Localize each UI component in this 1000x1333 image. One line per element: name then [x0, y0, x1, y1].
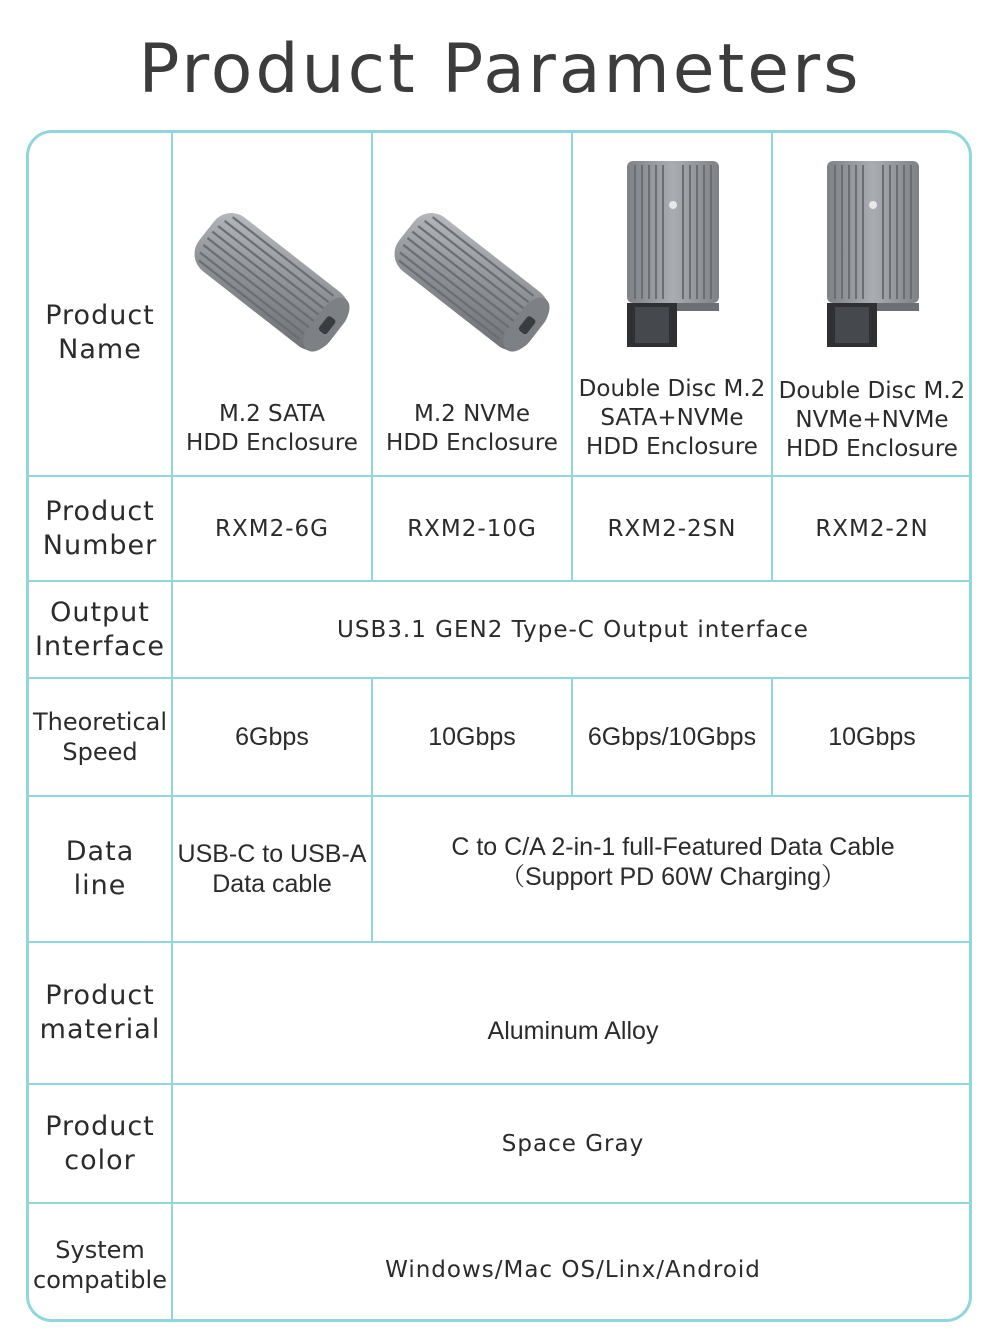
product-name-cell	[373, 393, 571, 465]
speed-value: 6Gbps	[235, 723, 309, 751]
product-name-line: HDD Enclosure	[786, 435, 958, 462]
product-name-line: M.2 NVMe	[413, 401, 531, 427]
product-name-cell	[773, 375, 971, 465]
label-product-number: Product Number	[42, 495, 158, 561]
product-name-line: SATA+NVMe	[600, 404, 744, 431]
label-data-line: Data line	[65, 836, 135, 901]
label-product-material: Product material	[39, 980, 161, 1045]
ssd-enclosure-angled-image	[179, 201, 359, 361]
page-title: Product Parameters	[138, 30, 862, 109]
data-line-value	[173, 797, 371, 941]
label-theoretical-speed: Theoretical Speed	[32, 708, 168, 766]
product-name-line: HDD Enclosure	[586, 433, 758, 460]
output-interface-value: USB3.1 GEN2 Type-C Output interface	[337, 616, 809, 643]
product-number: RXM2-2SN	[607, 515, 737, 542]
product-name-cell	[173, 393, 371, 465]
data-line-text: USB-C to USB-A	[177, 840, 367, 868]
product-number: RXM2-10G	[407, 515, 537, 542]
product-number: RXM2-2N	[815, 515, 929, 542]
speed-value: 10Gbps	[428, 723, 516, 751]
speed-value: 10Gbps	[828, 723, 916, 751]
data-line-text: （Support PD 60W Charging）	[500, 863, 846, 891]
data-line-text: C to C/A 2-in-1 full-Featured Data Cable	[451, 833, 895, 861]
product-name-line: NVMe+NVMe	[795, 406, 949, 433]
product-name-line: HDD Enclosure	[186, 430, 358, 456]
label-system-compatible: System compatible	[33, 1235, 167, 1294]
ssd-enclosure-angled-image	[379, 201, 559, 361]
product-number: RXM2-6G	[215, 515, 329, 542]
product-name-line: M.2 SATA	[218, 401, 326, 427]
ssd-enclosure-open-image	[619, 157, 723, 353]
ssd-enclosure-open-image	[819, 157, 923, 353]
label-output-interface: Output Interface	[35, 596, 165, 662]
label-product-color: Product color	[45, 1110, 155, 1176]
system-value: Windows/Mac OS/Linx/Android	[385, 1257, 761, 1283]
label-product-name: Product Name	[45, 300, 155, 365]
material-value: Aluminum Alloy	[487, 1016, 659, 1045]
data-line-value	[373, 797, 972, 927]
data-line-text: Data cable	[212, 870, 332, 898]
product-name-cell	[573, 373, 771, 463]
product-name-line: Double Disc M.2	[778, 377, 966, 404]
product-name-line: Double Disc M.2	[578, 375, 766, 402]
speed-value: 6Gbps/10Gbps	[587, 723, 757, 751]
spec-table	[26, 130, 972, 1322]
product-name-line: HDD Enclosure	[386, 430, 558, 456]
color-value: Space Gray	[501, 1130, 645, 1157]
